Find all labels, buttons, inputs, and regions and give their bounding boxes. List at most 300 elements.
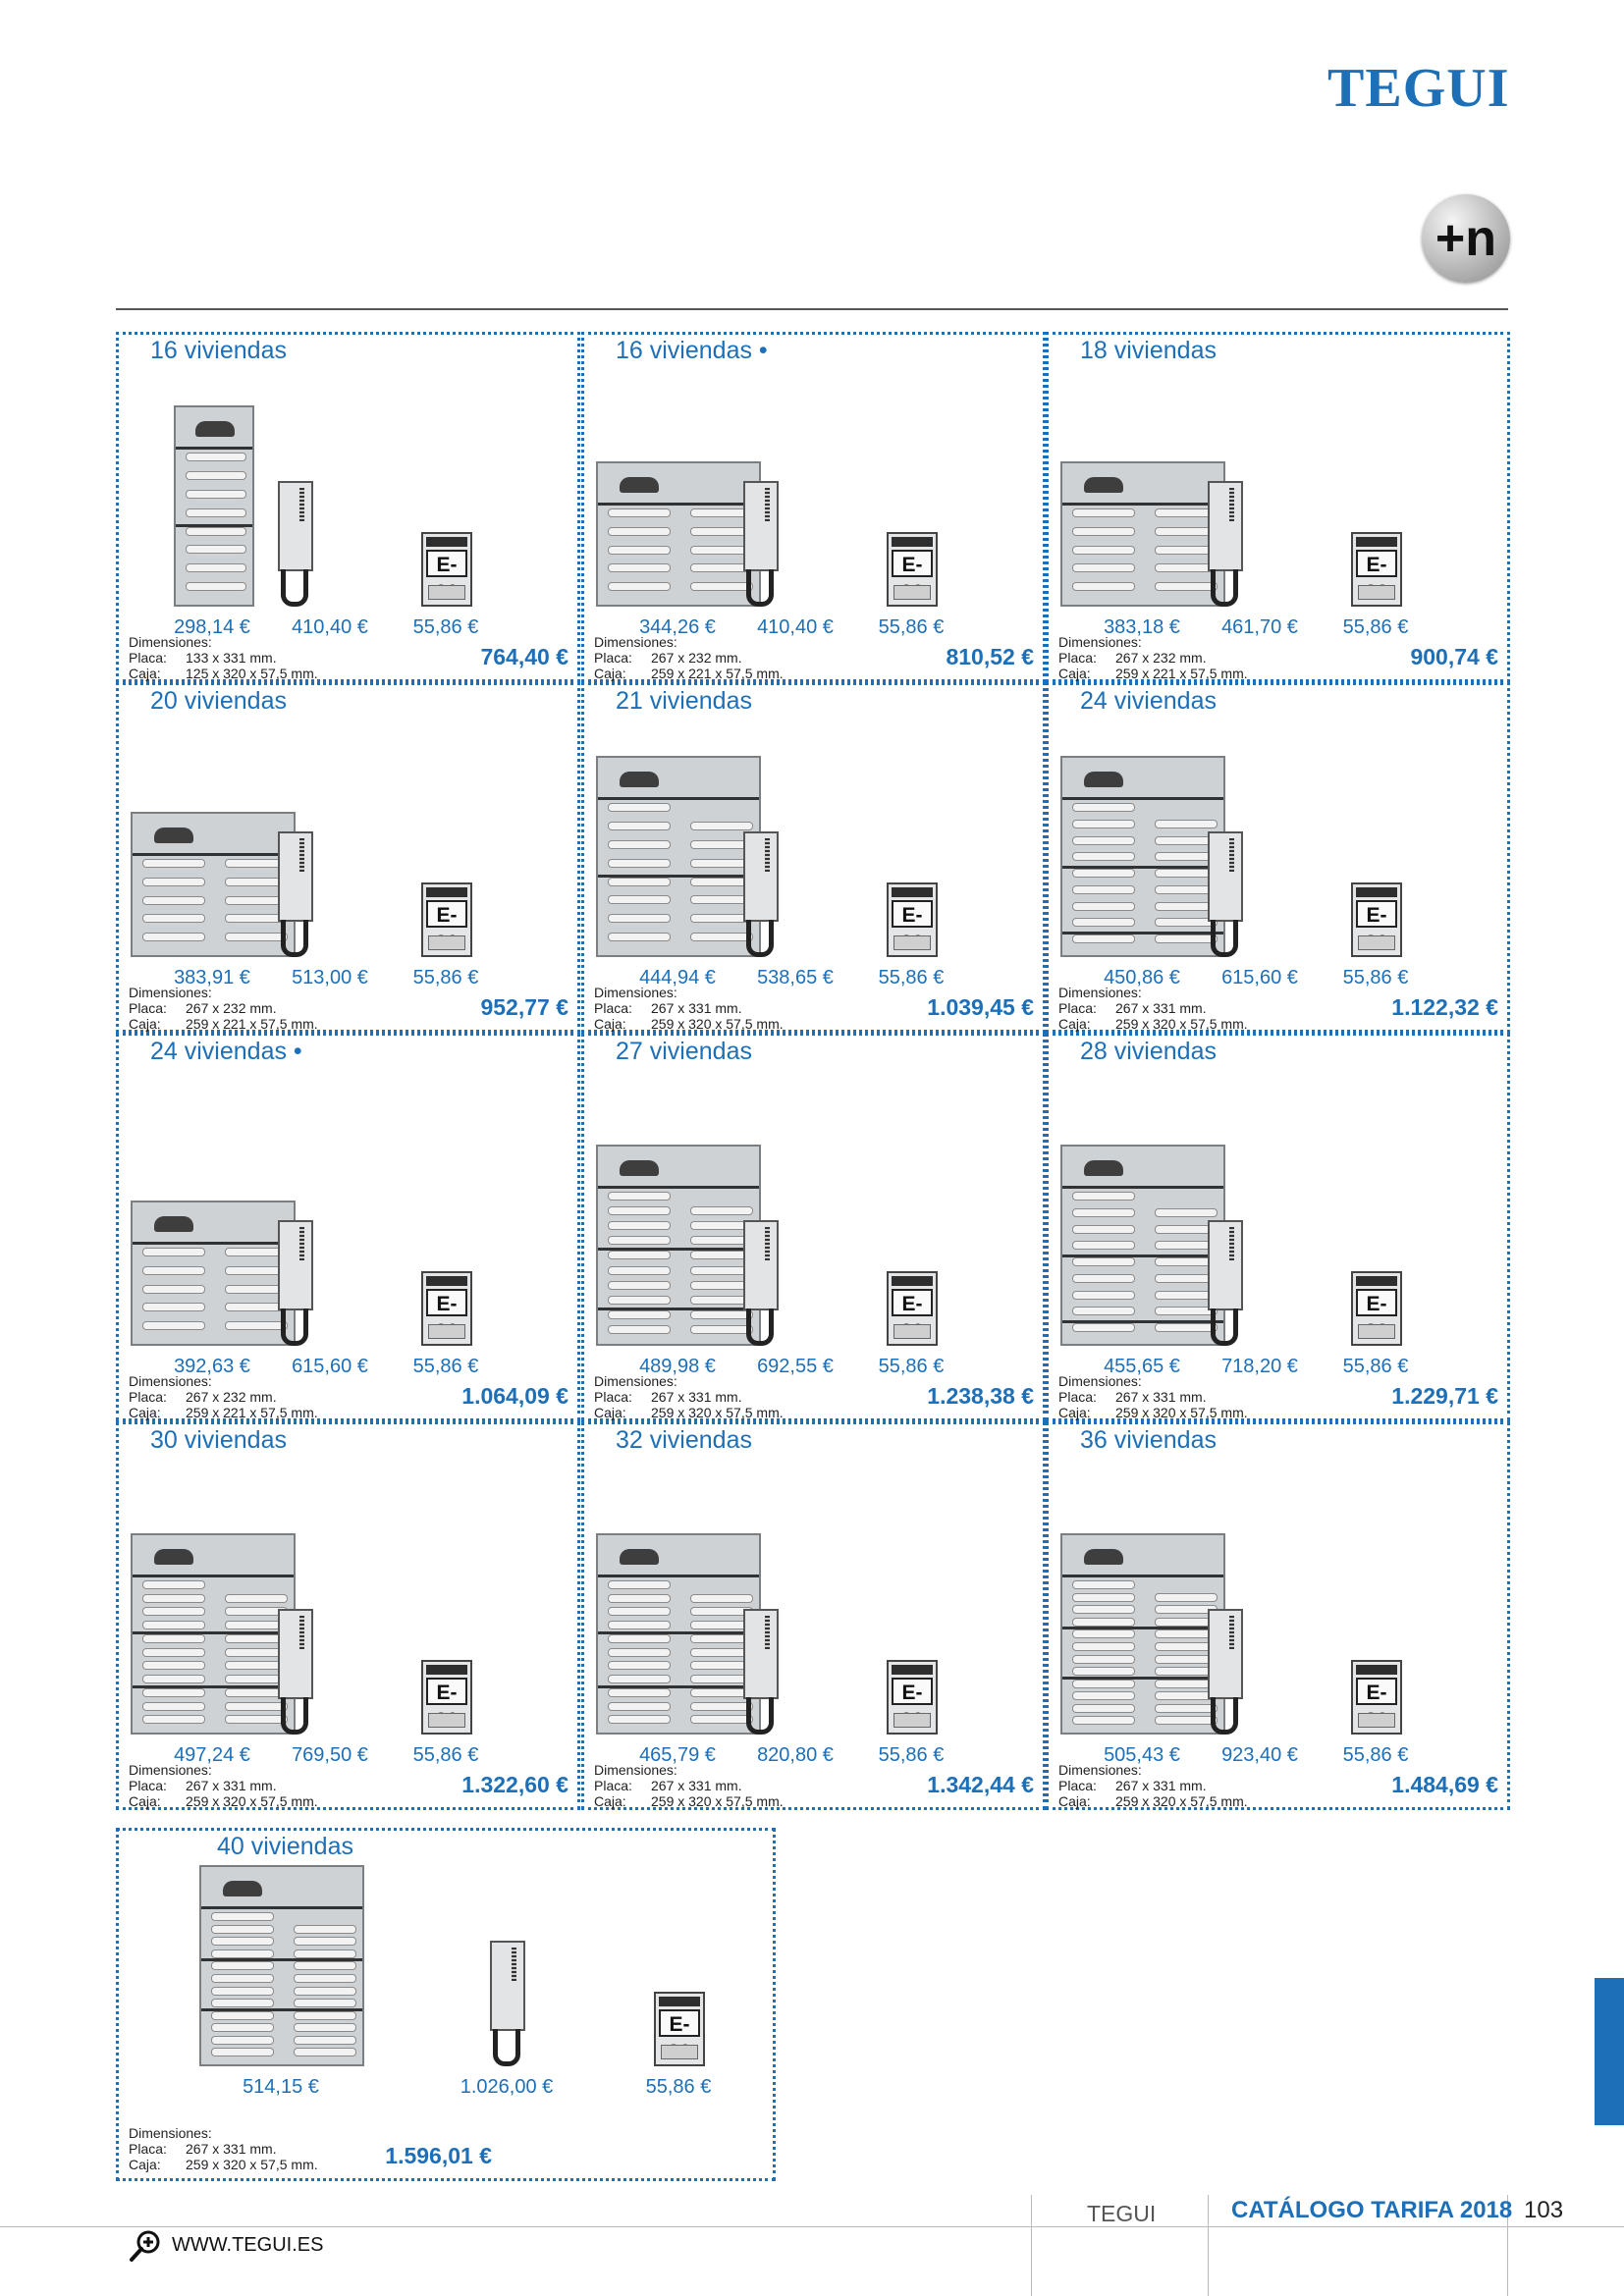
module-header	[426, 1276, 467, 1286]
dims-caja	[129, 2157, 318, 2172]
call-button	[608, 1580, 671, 1589]
call-button	[225, 933, 288, 941]
module-label: E-	[1356, 550, 1397, 577]
caja-label: Caja:	[594, 1793, 626, 1809]
dims-caja	[129, 1405, 318, 1420]
call-button	[608, 1675, 671, 1683]
call-button	[1072, 1257, 1135, 1266]
handset-cord	[281, 1697, 308, 1735]
cell-title: 32 viviendas	[616, 1426, 752, 1454]
module-price: 55,86 €	[878, 616, 945, 638]
module-label: E-	[892, 1678, 933, 1705]
placa-value: 267 x 232 mm.	[1115, 650, 1207, 666]
call-button	[294, 2048, 356, 2056]
panel-divider	[176, 524, 252, 527]
call-button	[294, 1987, 356, 1996]
magnifier-plus-icon	[128, 2228, 163, 2264]
product-cell	[1046, 1033, 1510, 1421]
module-price: 55,86 €	[878, 1356, 945, 1377]
call-button	[608, 1221, 671, 1230]
phone-price: 820,80 €	[757, 1744, 834, 1766]
dimensions-block	[129, 634, 318, 681]
module-price: 55,86 €	[412, 967, 479, 988]
call-button	[142, 1594, 205, 1603]
dimensions-block	[129, 1373, 318, 1420]
cell-title: 16 viviendas	[150, 337, 287, 364]
call-button	[1072, 563, 1135, 572]
caja-value: 259 x 320 x 57,5 mm.	[186, 2157, 318, 2172]
panel-divider	[598, 1308, 759, 1310]
call-button	[608, 1702, 671, 1711]
caja-label: Caja:	[129, 1793, 161, 1809]
call-button	[608, 859, 671, 868]
call-button	[1072, 1680, 1135, 1688]
phone-price: 769,50 €	[292, 1744, 368, 1766]
e30-module	[1351, 1271, 1402, 1346]
call-button	[1072, 902, 1135, 911]
handset-grip	[299, 488, 304, 521]
placa-value: 267 x 331 mm.	[1115, 1000, 1207, 1016]
call-button	[211, 2011, 274, 2020]
placa-value: 133 x 331 mm.	[186, 650, 277, 666]
dims-caja	[1058, 1405, 1248, 1420]
call-button	[211, 1925, 274, 1934]
dims-label: Dimensiones:	[129, 985, 212, 1000]
panel-price: 298,14 €	[174, 616, 250, 638]
panel-price: 450,86 €	[1104, 967, 1180, 988]
handset-cord	[1211, 1308, 1238, 1346]
dims-label: Dimensiones:	[129, 2125, 212, 2141]
placa-value: 267 x 331 mm.	[651, 1000, 742, 1016]
call-button	[1072, 1274, 1135, 1283]
intercom-panel	[1060, 461, 1225, 607]
module-price: 55,86 €	[412, 1744, 479, 1766]
dims-label: Dimensiones:	[594, 985, 677, 1000]
caja-value: 259 x 320 x 57,5 mm.	[651, 1793, 784, 1809]
module-label: E-	[426, 550, 467, 577]
call-button	[1072, 582, 1135, 591]
speaker-grille	[154, 1549, 193, 1565]
dims-label: Dimensiones:	[129, 1373, 212, 1389]
call-button	[186, 582, 246, 591]
call-button	[294, 2011, 356, 2020]
handset-cord	[281, 920, 308, 957]
e30-module	[887, 532, 938, 607]
handset-grip	[1229, 1616, 1234, 1649]
call-button	[1072, 1655, 1135, 1664]
caja-label: Caja:	[594, 1016, 626, 1032]
panel-price: 383,91 €	[174, 967, 250, 988]
panel-divider	[133, 1685, 294, 1688]
placa-value: 267 x 331 mm.	[1115, 1778, 1207, 1793]
call-button	[211, 1999, 274, 2007]
speaker-grille	[1084, 1160, 1123, 1176]
handset-phone	[278, 1609, 313, 1699]
module-footer	[428, 1324, 465, 1339]
call-button	[1072, 820, 1135, 828]
call-button	[608, 803, 671, 812]
caja-label: Caja:	[129, 2157, 161, 2172]
call-button	[1155, 1704, 1218, 1713]
header-divider	[116, 308, 1508, 310]
handset-cord	[1211, 569, 1238, 607]
module-price: 55,86 €	[645, 2076, 712, 2098]
call-button	[186, 545, 246, 554]
call-button	[690, 822, 753, 830]
panel-price: 392,63 €	[174, 1356, 250, 1377]
panel-divider	[133, 1242, 294, 1245]
placa-label: Placa:	[1058, 1000, 1097, 1016]
phone-price: 1.026,00 €	[460, 2076, 554, 2098]
dimensions-block	[594, 1762, 784, 1809]
dims-caja	[129, 1016, 318, 1032]
call-button	[608, 1310, 671, 1319]
call-button	[142, 1266, 205, 1275]
dims-placa	[129, 650, 318, 666]
total-price: 1.238,38 €	[927, 1383, 1034, 1409]
dims-caja	[1058, 1016, 1248, 1032]
e30-module	[654, 1992, 705, 2066]
caja-value: 259 x 221 x 57,5 mm.	[186, 1405, 318, 1420]
panel-divider	[598, 1575, 759, 1577]
module-label: E-	[426, 1289, 467, 1316]
product-cell	[581, 1033, 1046, 1421]
dims-label: Dimensiones:	[594, 1373, 677, 1389]
call-button	[1155, 820, 1218, 828]
call-button	[142, 1634, 205, 1643]
call-button	[608, 1236, 671, 1245]
module-header	[426, 1665, 467, 1675]
module-label: E-	[426, 1678, 467, 1705]
placa-label: Placa:	[129, 650, 167, 666]
caja-label: Caja:	[1058, 666, 1091, 681]
panel-divider	[1062, 866, 1223, 869]
intercom-panel	[1060, 1145, 1225, 1346]
dims-label: Dimensiones:	[1058, 1762, 1142, 1778]
handset-phone	[278, 1220, 313, 1310]
placa-label: Placa:	[1058, 650, 1097, 666]
call-button	[1072, 803, 1135, 812]
dimensions-block	[1058, 1762, 1248, 1809]
dimensions-block	[1058, 985, 1248, 1032]
handset-cord	[493, 2029, 520, 2066]
dimensions-block	[1058, 634, 1248, 681]
call-button	[142, 914, 205, 923]
call-button	[142, 1675, 205, 1683]
handset-phone	[1208, 1220, 1243, 1310]
panel-divider	[201, 1958, 362, 1961]
call-button	[1155, 1208, 1218, 1217]
intercom-panel	[596, 1533, 761, 1735]
product-cell	[116, 1421, 580, 1810]
module-header	[892, 537, 933, 547]
call-button	[211, 2036, 274, 2045]
call-button	[1072, 1307, 1135, 1315]
panel-price: 505,43 €	[1104, 1744, 1180, 1766]
panel-divider	[598, 1248, 759, 1251]
call-button	[608, 1192, 671, 1201]
call-button	[211, 1912, 274, 1921]
module-price: 55,86 €	[412, 1356, 479, 1377]
call-button	[211, 1937, 274, 1946]
panel-divider	[598, 797, 759, 800]
module-price: 55,86 €	[1342, 1356, 1409, 1377]
call-button	[225, 1594, 288, 1603]
module-footer	[1358, 1324, 1395, 1339]
footer-brand: TEGUI	[1087, 2201, 1157, 2226]
call-button	[142, 933, 205, 941]
call-button	[294, 1999, 356, 2007]
call-button	[1072, 1580, 1135, 1589]
call-button	[1072, 1291, 1135, 1300]
handset-grip	[1229, 1227, 1234, 1260]
intercom-panel	[199, 1865, 364, 2066]
e30-module	[887, 1271, 938, 1346]
module-header	[1356, 887, 1397, 897]
panel-divider	[598, 503, 759, 506]
placa-value: 267 x 232 mm.	[186, 1000, 277, 1016]
dims-placa	[129, 2141, 318, 2157]
placa-label: Placa:	[1058, 1389, 1097, 1405]
call-button	[211, 1987, 274, 1996]
e30-module	[421, 882, 472, 957]
call-button	[294, 1937, 356, 1946]
speaker-grille	[620, 477, 659, 493]
footer-separator	[1208, 2195, 1209, 2296]
call-button	[690, 1325, 753, 1334]
panel-divider	[133, 1631, 294, 1634]
panel-divider	[1062, 503, 1223, 506]
cell-title: 40 viviendas	[217, 1833, 353, 1860]
product-cell	[1046, 682, 1510, 1033]
phone-price: 615,60 €	[292, 1356, 368, 1377]
call-button	[225, 1702, 288, 1711]
call-button	[294, 2036, 356, 2045]
e30-module	[1351, 532, 1402, 607]
caja-value: 259 x 320 x 57,5 mm.	[1115, 1016, 1248, 1032]
phone-price: 538,65 €	[757, 967, 834, 988]
call-button	[1072, 1629, 1135, 1638]
handset-cord	[746, 1308, 774, 1346]
caja-label: Caja:	[1058, 1016, 1091, 1032]
handset-phone	[1208, 1609, 1243, 1699]
call-button	[211, 1974, 274, 1983]
call-button	[608, 1648, 671, 1657]
call-button	[1072, 1716, 1135, 1725]
intercom-panel	[596, 461, 761, 607]
module-header	[892, 1665, 933, 1675]
panel-divider	[1062, 1627, 1223, 1629]
call-button	[211, 1949, 274, 1958]
total-price: 1.064,09 €	[461, 1383, 568, 1409]
call-button	[608, 1661, 671, 1670]
dims-placa	[594, 1778, 784, 1793]
total-price: 1.342,44 €	[927, 1772, 1034, 1797]
call-button	[142, 1661, 205, 1670]
dims-placa	[1058, 1778, 1248, 1793]
module-footer	[1358, 935, 1395, 950]
dims-label: Dimensiones:	[1058, 1373, 1142, 1389]
total-price: 952,77 €	[480, 994, 568, 1020]
total-price: 810,52 €	[946, 644, 1034, 669]
dims-placa	[594, 650, 784, 666]
call-button	[1155, 1323, 1218, 1332]
product-cell	[116, 1828, 776, 2181]
handset-grip	[299, 838, 304, 872]
handset-grip	[1229, 838, 1234, 872]
panel-divider	[598, 1631, 759, 1634]
handset-cord	[281, 569, 308, 607]
call-button	[608, 1206, 671, 1215]
cell-title: 30 viviendas	[150, 1426, 287, 1454]
footer-catalog-title: CATÁLOGO TARIFA 2018	[1231, 2197, 1513, 2223]
caja-value: 259 x 221 x 57,5 mm.	[186, 1016, 318, 1032]
call-button	[1072, 852, 1135, 861]
call-button	[1072, 918, 1135, 927]
dims-placa	[129, 1389, 318, 1405]
module-price: 55,86 €	[1342, 616, 1409, 638]
cell-title: 28 viviendas	[1080, 1038, 1217, 1065]
call-button	[142, 1621, 205, 1629]
handset-phone	[743, 481, 779, 571]
call-button	[142, 1715, 205, 1724]
call-button	[608, 508, 671, 517]
handset-cord	[1211, 920, 1238, 957]
placa-label: Placa:	[594, 1389, 632, 1405]
call-button	[142, 1688, 205, 1697]
handset-grip	[765, 1616, 770, 1649]
placa-value: 267 x 232 mm.	[651, 650, 742, 666]
handset-cord	[746, 569, 774, 607]
footer-separator	[1031, 2195, 1032, 2296]
handset-phone	[278, 481, 313, 571]
dims-caja	[594, 1016, 784, 1032]
module-header	[1356, 1665, 1397, 1675]
placa-label: Placa:	[129, 1000, 167, 1016]
intercom-panel	[1060, 756, 1225, 957]
call-button	[690, 1594, 753, 1603]
module-footer	[428, 935, 465, 950]
plus-n-badge	[1422, 194, 1510, 283]
page-number: 103	[1524, 2197, 1564, 2223]
panel-divider	[1062, 797, 1223, 800]
call-button	[294, 2023, 356, 2032]
total-price: 900,74 €	[1410, 644, 1498, 669]
call-button	[608, 1266, 671, 1275]
phone-price: 923,40 €	[1221, 1744, 1298, 1766]
panel-divider	[1062, 1575, 1223, 1577]
placa-label: Placa:	[129, 1778, 167, 1793]
panel-divider	[1062, 1677, 1223, 1680]
module-label: E-	[659, 2009, 700, 2037]
module-header	[659, 1997, 700, 2006]
call-button	[608, 895, 671, 904]
phone-price: 718,20 €	[1221, 1356, 1298, 1377]
call-button	[608, 1715, 671, 1724]
call-button	[608, 582, 671, 591]
module-header	[1356, 1276, 1397, 1286]
module-footer	[428, 1713, 465, 1728]
call-button	[608, 1251, 671, 1259]
website-link[interactable]: WWW.TEGUI.ES	[172, 2234, 324, 2256]
call-button	[1072, 1691, 1135, 1700]
panel-divider	[1062, 932, 1223, 934]
call-button	[690, 1702, 753, 1711]
module-price: 55,86 €	[878, 967, 945, 988]
e30-module	[421, 532, 472, 607]
dims-caja	[594, 1793, 784, 1809]
module-footer	[893, 935, 931, 950]
panel-divider	[133, 853, 294, 856]
panel-divider	[598, 875, 759, 878]
caja-value: 259 x 320 x 57,5 mm.	[651, 1405, 784, 1420]
total-price: 764,40 €	[480, 644, 568, 669]
module-label: E-	[1356, 900, 1397, 928]
dims-caja	[594, 1405, 784, 1420]
caja-label: Caja:	[129, 1405, 161, 1420]
caja-value: 259 x 320 x 57,5 mm.	[1115, 1793, 1248, 1809]
dims-label: Dimensiones:	[129, 1762, 212, 1778]
call-button	[1072, 527, 1135, 536]
e30-module	[1351, 1660, 1402, 1735]
module-label: E-	[426, 900, 467, 928]
panel-divider	[598, 1186, 759, 1189]
call-button	[225, 1715, 288, 1724]
panel-divider	[598, 1685, 759, 1688]
call-button	[1155, 1593, 1218, 1602]
dims-label: Dimensiones:	[129, 634, 212, 650]
call-button	[608, 1607, 671, 1616]
call-button	[186, 490, 246, 499]
call-button	[294, 1949, 356, 1958]
call-button	[186, 453, 246, 461]
module-footer	[893, 1713, 931, 1728]
placa-value: 267 x 331 mm.	[651, 1778, 742, 1793]
dims-label: Dimensiones:	[1058, 634, 1142, 650]
call-button	[608, 1621, 671, 1629]
module-price: 55,86 €	[412, 616, 479, 638]
handset-cord	[746, 1697, 774, 1735]
module-price: 55,86 €	[1342, 967, 1409, 988]
section-tab	[1595, 1978, 1624, 2125]
panel-divider	[201, 1906, 362, 1909]
handset-phone	[278, 831, 313, 922]
call-button	[608, 1594, 671, 1603]
dims-caja	[129, 1793, 318, 1809]
total-price: 1.039,45 €	[927, 994, 1034, 1020]
panel-price: 344,26 €	[639, 616, 716, 638]
module-price: 55,86 €	[1342, 1744, 1409, 1766]
placa-value: 267 x 331 mm.	[651, 1389, 742, 1405]
speaker-grille	[1084, 1549, 1123, 1565]
module-footer	[428, 585, 465, 600]
handset-phone	[743, 1609, 779, 1699]
call-button	[608, 1296, 671, 1305]
module-header	[892, 1276, 933, 1286]
panel-price: 455,65 €	[1104, 1356, 1180, 1377]
handset-phone	[1208, 481, 1243, 571]
call-button	[608, 878, 671, 886]
product-cell	[1046, 332, 1510, 682]
product-cell	[116, 332, 580, 682]
call-button	[294, 1925, 356, 1934]
e30-module	[887, 1660, 938, 1735]
module-label: E-	[1356, 1289, 1397, 1316]
product-cell	[581, 682, 1046, 1033]
call-button	[1072, 1593, 1135, 1602]
cell-title: 20 viviendas	[150, 687, 287, 715]
product-cell	[581, 332, 1046, 682]
